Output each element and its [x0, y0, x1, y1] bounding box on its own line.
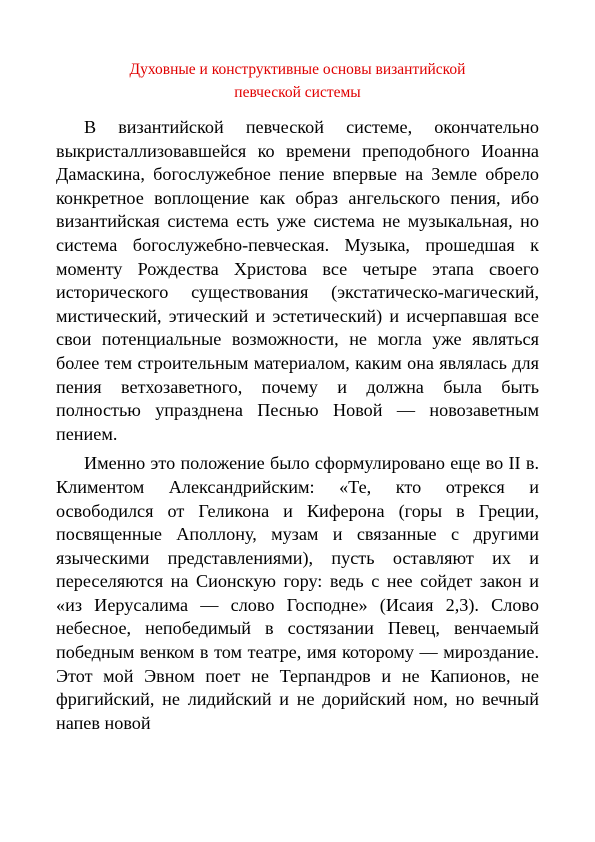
title-line-1: Духовные и конструктивные основы византийской [129, 61, 466, 78]
document-title [56, 58, 539, 104]
paragraph-1: В византийской певческой системе, окончательно выкристаллизовавшейся ко времени преподобного Иоанна Дамаскина, богослужебное пение впервые на Земле обрело конкретное воплощение как образ ангельского пения, ибо византийская система есть уже система не музыкальная, но система богослужебно-певческая. Музыка, прошедшая к моменту Рождества Христова все четыре этапа своего исторического существования (экстатическо-магический, мистический, этический и эстетический) и исчерпавшая все свои потенциальные возможности, не могла уже являться более тем строительным материалом, каким она являлась для пения ветхозаветного, почему и должна была быть полностью упразднена Песнью Новой — новозаветным пением. [56, 117, 539, 444]
paragraph-2: Именно это положение было сформулировано еще во II в. Климентом Александрийским: «Те, кто отрекся и освободился от Геликона и Киферона (горы в Греции, посвященные Аполлону, музам и связанные с другими языческими представлениями), пусть оставляют их и переселяются на Сионскую гору: ведь с нее сойдет закон и «из Иерусалима — слово Господне» (Исаия 2,3). Слово небесное, непобедимый в состязании Певец, венчаемый победным венком в том театре, имя которому — мироздание. Этот мой Эвном поет не Терпандров и не Капионов, не фригийский, не лидийский и не дорийский ном, но вечный напев новой [56, 453, 539, 733]
title-line-2: певческой системы [234, 84, 361, 101]
document-page [56, 58, 539, 735]
